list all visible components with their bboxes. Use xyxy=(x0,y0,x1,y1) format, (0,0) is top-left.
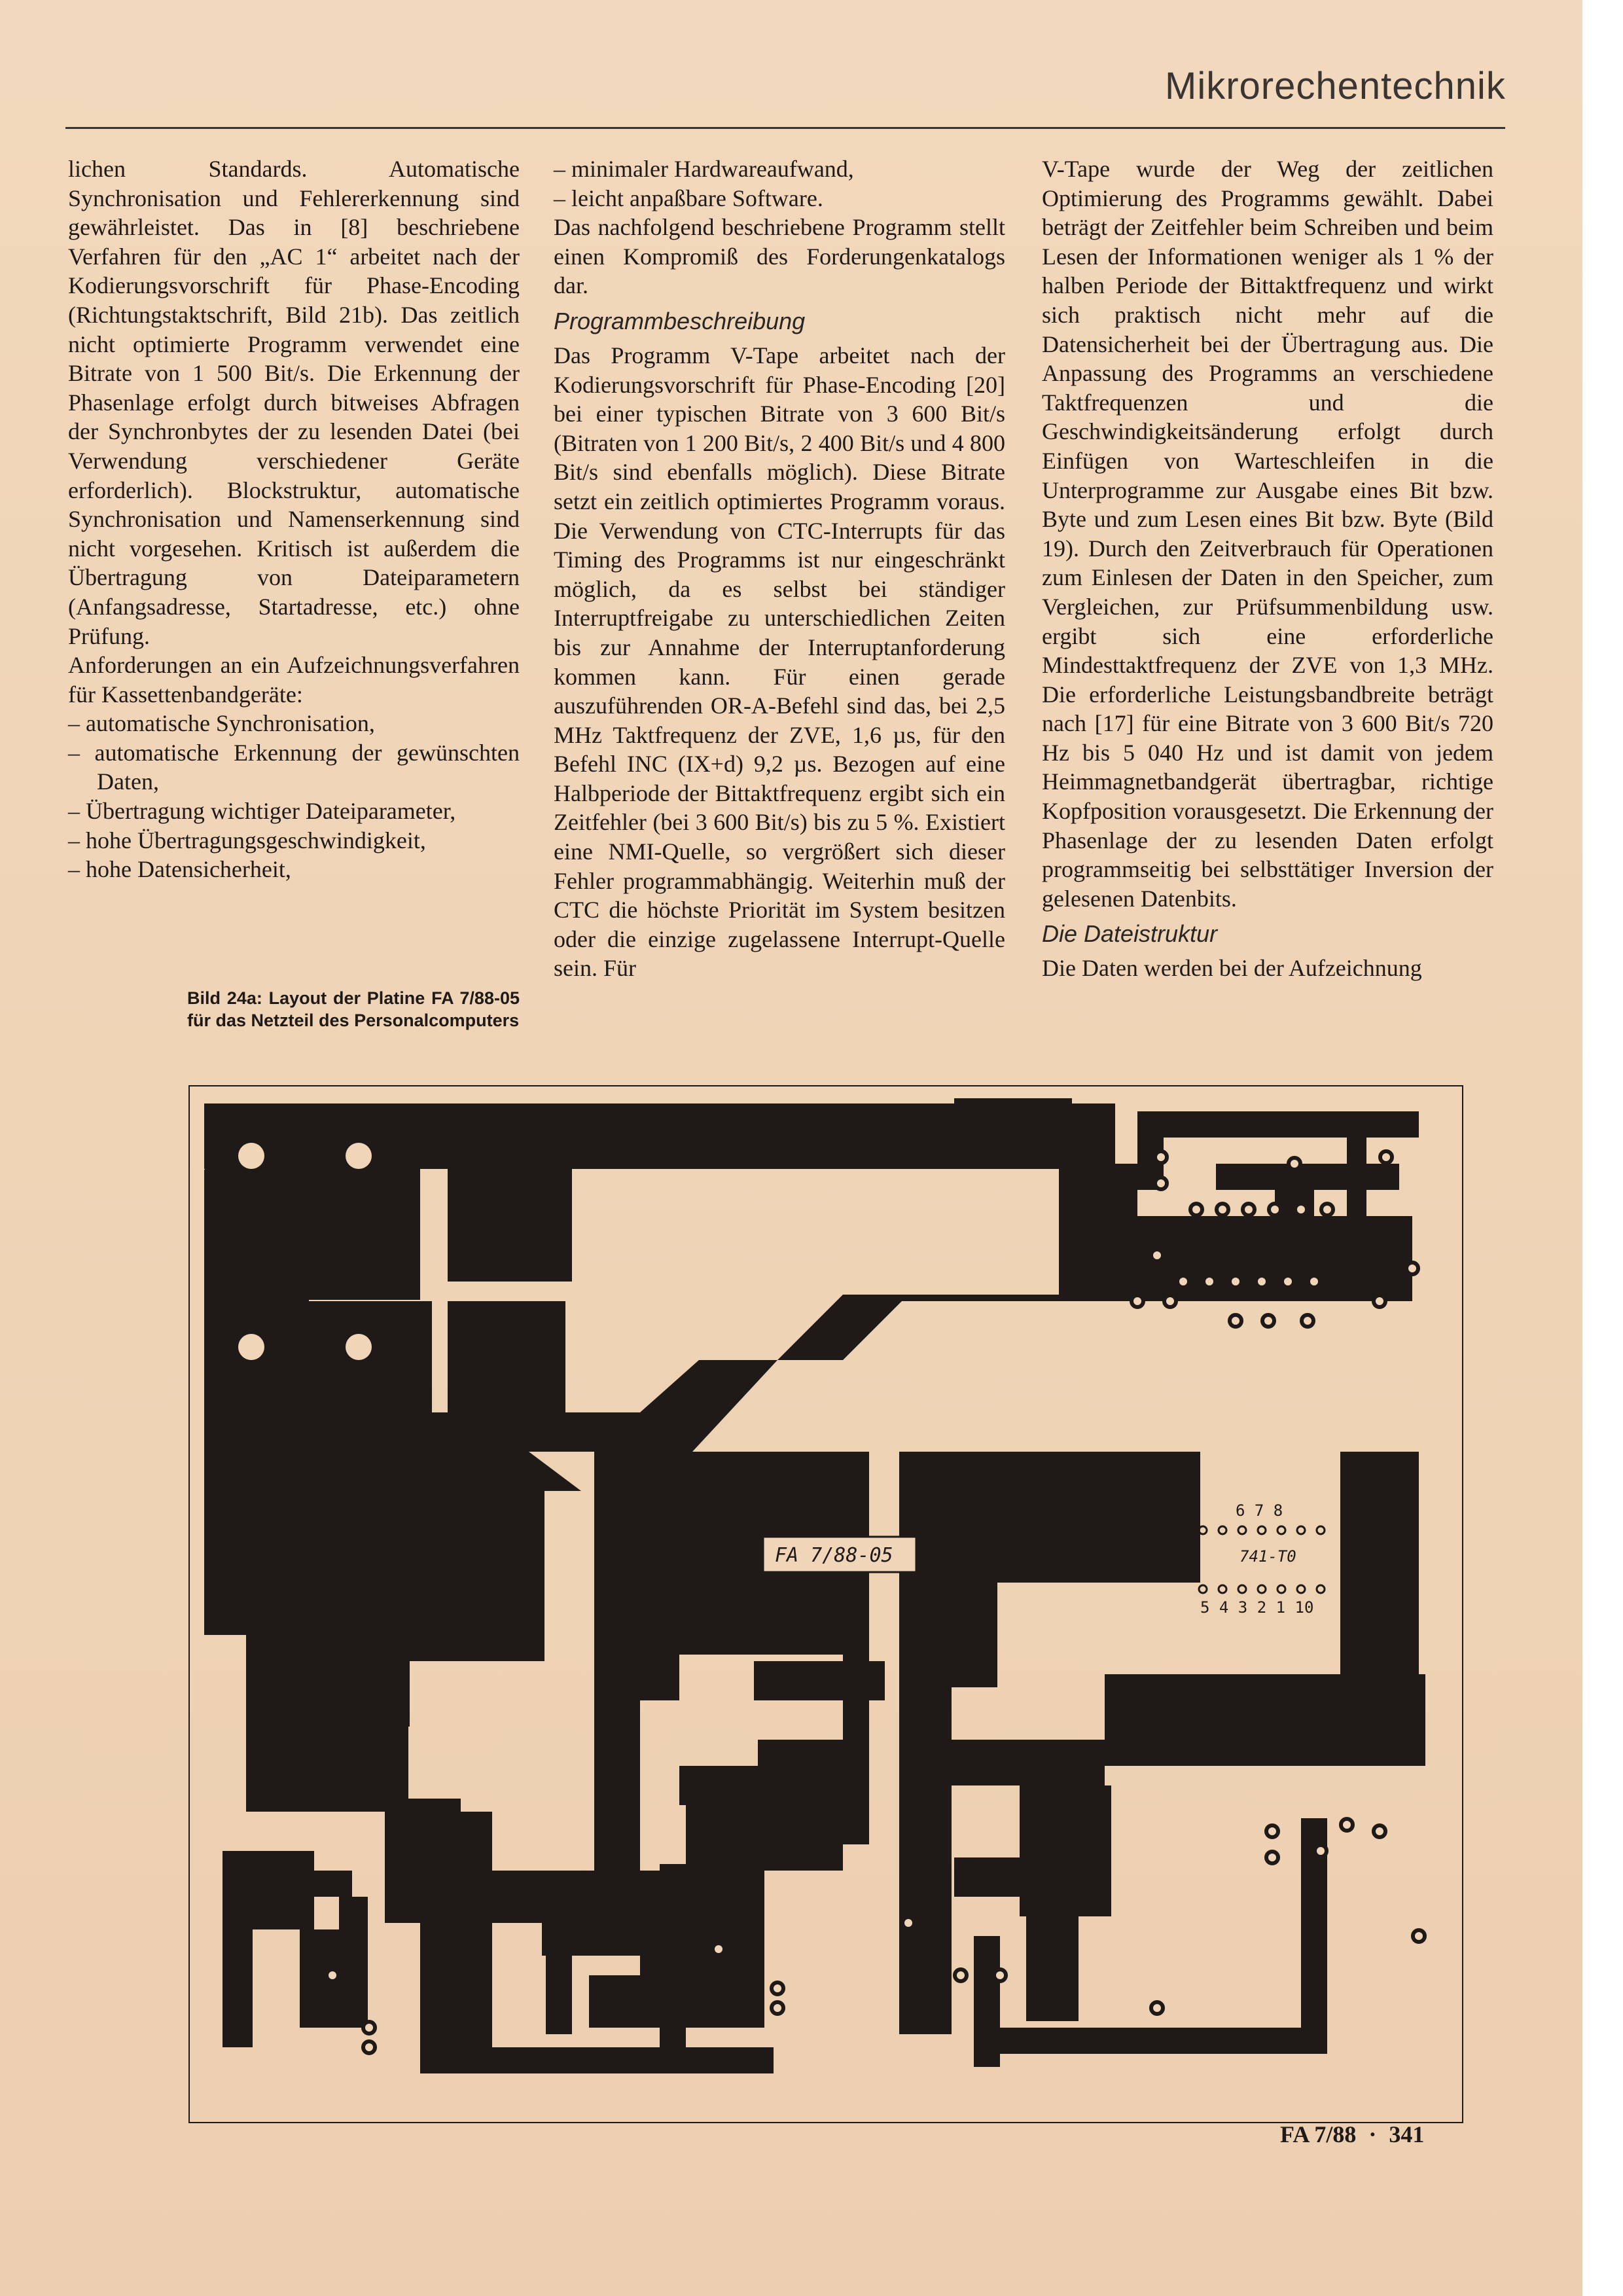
list-item: – hohe Übertragungsgeschwindigkeit, xyxy=(68,827,426,853)
col3-tail: Die Daten werden bei der Aufzeichnung xyxy=(1042,955,1422,982)
list-item: – leicht anpaßbare Software. xyxy=(554,185,823,211)
page-footer xyxy=(1280,2121,1424,2148)
board-label: FA 7/88-05 xyxy=(775,1544,893,1567)
figure-caption: Bild 24a: Layout der Platine FA 7/88-05 für das Netzteil des Personalcomputers xyxy=(187,988,520,1030)
column-1 xyxy=(68,154,520,884)
column-2 xyxy=(554,154,1005,983)
list-item: – automatische Erkennung der gewünschten Daten, xyxy=(68,739,520,795)
section-heading: Programmbeschreibung xyxy=(554,307,806,334)
col1-paragraph-2: Anforderungen an ein Aufzeichnungsverfahren für Kassettenbandgeräte: xyxy=(68,652,520,708)
section-heading: Die Dateistruktur xyxy=(1042,920,1218,948)
col2-body: Das Programm V-Tape arbeitet nach der Kodierungsvorschrift für Phase-Encoding [20] bei einer typischen Bitrate von 3 600 Bit/s (Bitraten von 1 200 Bit/s, 2 400 Bit/s und 4 800 Bit/s sind ebenfalls möglich). Diese Bitrate setzt ein zeitlich optimiertes Programm voraus. Die Verwendung von CTC-Interrupts für das Timing des Programms ist nur eingeschränkt möglich, da es selbst bei ständiger Interruptfreigabe zu unterschiedlichen Zeiten bis zur Annahme der Interruptanforderung kommen kann. Für einen gerade auszuführenden OR-A-Befehl sind das, bei 2,5 MHz Taktfrequenz der ZVE, 1,6 µs, für den Befehl INC (IX+d) 9,2 µs. Bezogen auf eine Halbperiode der Bittaktfrequenz ergibt sich ein Zeitfehler (bei 3 600 Bit/s) bis zu 5 %. Existiert eine NMI-Quelle, so vergrößert sich dieser Fehler programmabhängig. Weiterhin muß der CTC die höchste Priorität im System besitzen oder die einzige zugelassene Interrupt-Quelle sein. Für xyxy=(554,342,1005,982)
pcb-layout-figure xyxy=(188,1085,1463,2123)
col2-intro: Das nachfolgend beschriebene Programm stellt einen Kompromiß des Forderungenkatalogs dar. xyxy=(554,214,1005,299)
footer-separator: · xyxy=(1368,2121,1377,2147)
section-header: Mikrorechentechnik xyxy=(1165,65,1506,107)
ic-pins-bottom: 5 4 3 2 1 10 xyxy=(1200,1598,1314,1617)
col3-body: V-Tape wurde der Weg der zeitlichen Optimierung des Programms gewählt. Dabei beträgt der Zeitfehler beim Schreiben und beim Lesen der Informationen weniger als 1 % der halben Periode der Bittaktfrequenz und wirkt sich praktisch nicht mehr auf die Datensicherheit bei der Übertragung aus. Die Anpassung des Programms an verschiedene Taktfrequenzen und die Geschwindigkeitsänderung erfolgt durch Einfügen von Warteschleifen in die Unterprogramme zur Ausgabe eines Bit bzw. Byte und zum Lesen eines Bit bzw. Byte (Bild 19). Durch den Zeitverbrauch für Operationen zum Einlesen der Daten in den Speicher, zum Vergleichen, zur Prüfsummenbildung usw. ergibt sich eine erforderliche Mindesttaktfrequenz der ZVE von 1,3 MHz. Die erforderliche Leistungsbandbreite beträgt nach [17] für eine Bitrate von 3 600 Bit/s 720 Hz bis 5 040 Hz und ist damit von jedem Heimmagnetbandgerät übertragbar, richtige Kopfposition vorausgesetzt. Die Erkennung der Phasenlage der zu lesenden Daten erfolgt programmseitig bei selbsttätiger Inversion der gelesenen Datenbits. xyxy=(1042,156,1493,912)
col1-paragraph-1: lichen Standards. Automatische Synchronisation und Fehlererkennung sind gewährleistet. Das in [8] beschriebene Verfahren für den „AC 1“ arbeitet nach der Kodierungsvorschrift für Phase-Encoding (Richtungstaktschrift, Bild 21b). Das zeitlich nicht optimierte Programm verwendet eine Bitrate von 1 500 Bit/s. Die Erkennung der Phasenlage erfolgt durch bitweises Abfragen der Synchronbytes der zu lesenden Datei (bei Verwendung verschiedener Geräte erforderlich). Blockstruktur, automatische Synchronisation und Namenserkennung sind nicht vorgesehen. Kritisch ist außerdem die Übertragung von Dateiparametern (Anfangsadresse, Startadresse, etc.) ohne Prüfung. xyxy=(68,156,520,649)
ic-labels xyxy=(1200,1501,1313,1617)
column-3 xyxy=(1042,154,1493,983)
ic-pins-top: 6 7 8 xyxy=(1236,1501,1283,1520)
page-number: 341 xyxy=(1389,2121,1425,2147)
list-item: – hohe Datensicherheit, xyxy=(68,856,291,883)
list-item: – minimaler Hardwareaufwand, xyxy=(554,156,854,182)
cutouts xyxy=(204,1169,205,1170)
header-rule xyxy=(65,127,1505,129)
list-item: – Übertragung wichtiger Dateiparameter, xyxy=(68,798,456,825)
list-item: – automatische Synchronisation, xyxy=(68,710,375,737)
scan-margin xyxy=(1582,0,1623,2296)
ic-name: 741-T0 xyxy=(1240,1547,1296,1566)
issue-number: FA 7/88 xyxy=(1280,2121,1357,2147)
